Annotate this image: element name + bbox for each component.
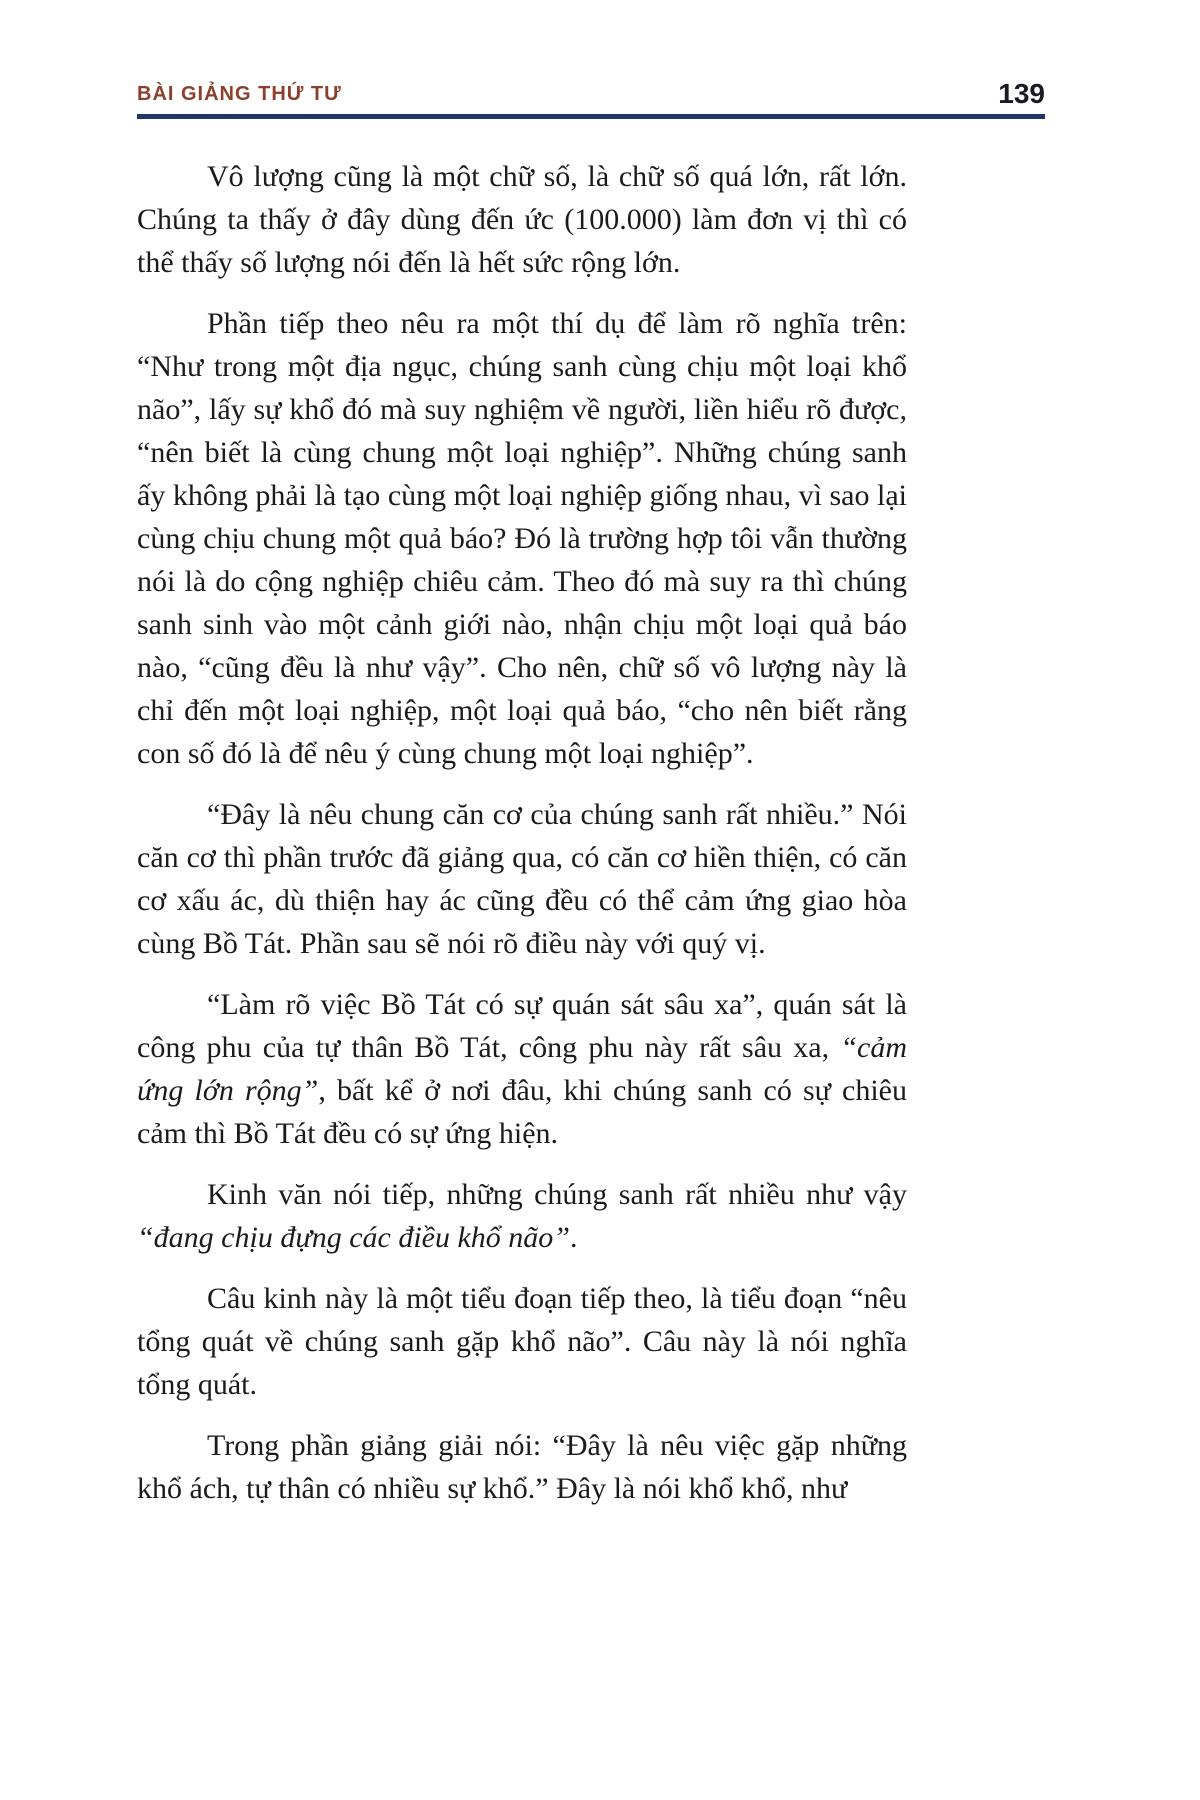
text-segment: Kinh văn nói tiếp, những chúng sanh rất nhiều như vậy bbox=[207, 1178, 907, 1211]
sutra-quote-segment: “đang chịu đựng các điều khổ não” bbox=[137, 1221, 570, 1254]
header-rule bbox=[137, 114, 1045, 119]
paragraph bbox=[137, 1173, 907, 1259]
paragraph bbox=[137, 983, 907, 1155]
page-header bbox=[137, 80, 1045, 108]
paragraph bbox=[137, 155, 907, 284]
text-segment: Vô lượng cũng là một chữ số, là chữ số quá lớn, rất lớn. Chúng ta thấy ở đây dùng đến ức (100.000) làm đơn vị thì có thể thấy số lượng nói đến là hết sức rộng lớn. bbox=[137, 160, 907, 279]
paragraph bbox=[137, 1424, 907, 1510]
body-text bbox=[137, 155, 907, 1528]
page-number: 139 bbox=[998, 78, 1045, 109]
running-header-title: BÀI GIẢNG THỨ TƯ bbox=[137, 83, 342, 105]
text-segment: . bbox=[569, 1221, 578, 1254]
paragraph bbox=[137, 302, 907, 775]
paragraph bbox=[137, 793, 907, 965]
text-segment: “Làm rõ việc Bồ Tát có sự quán sát sâu xa”, quán sát là công phu của tự thân Bồ Tát, công phu này rất sâu xa, bbox=[137, 988, 907, 1064]
text-segment: , bất kể ở nơi đâu, khi chúng sanh có sự chiêu cảm thì Bồ Tát đều có sự ứng hiện. bbox=[137, 1074, 907, 1150]
paragraph bbox=[137, 1277, 907, 1406]
text-segment: “Đây là nêu chung căn cơ của chúng sanh rất nhiều.” Nói căn cơ thì phần trước đã giảng qua, có căn cơ hiền thiện, có căn cơ xấu ác, dù thiện hay ác cũng đều có thể cảm ứng giao hòa cùng Bồ Tát. Phần sau sẽ nói rõ điều này với quý vị. bbox=[137, 798, 907, 960]
text-segment: Trong phần giảng giải nói: “Đây là nêu việc gặp những khổ ách, tự thân có nhiều sự khổ.” Đây là nói khổ khổ, như bbox=[137, 1429, 907, 1505]
text-segment: Câu kinh này là một tiểu đoạn tiếp theo, là tiểu đoạn “nêu tổng quát về chúng sanh gặp khổ não”. Câu này là nói nghĩa tổng quát. bbox=[137, 1282, 907, 1401]
sutra-quote-segment: “cảm ứng lớn rộng” bbox=[137, 1031, 907, 1107]
text-segment: Phần tiếp theo nêu ra một thí dụ để làm rõ nghĩa trên: “Như trong một địa ngục, chúng sanh cùng chịu một loại khổ não”, lấy sự khổ đó mà suy nghiệm về người, liền hiểu rõ được, “nên biết là cùng chung một loại nghiệp”. Những chúng sanh ấy không phải là tạo cùng một loại nghiệp giống nhau, vì sao lại cùng chịu chung một quả báo? Đó là trường hợp tôi vẫn thường nói là do cộng nghiệp chiêu cảm. Theo đó mà suy ra thì chúng sanh sinh vào một cảnh giới nào, nhận chịu một loại quả báo nào, “cũng đều là như vậy”. Cho nên, chữ số vô lượng này là chỉ đến một loại nghiệp, một loại quả báo, “cho nên biết rằng con số đó là để nêu ý cùng chung một loại nghiệp”. bbox=[137, 307, 907, 770]
